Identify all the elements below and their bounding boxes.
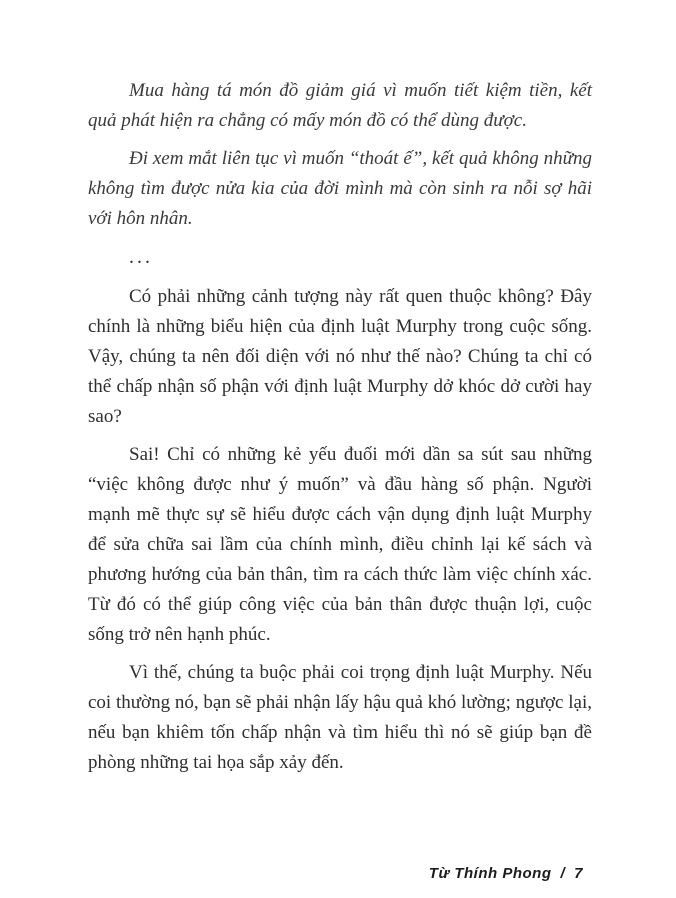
footer-separator: / bbox=[560, 865, 566, 882]
body-paragraph-2: Sai! Chỉ có những kẻ yếu đuối mới dần sa sút sau những “việc không được như ý muốn” và đầu hàng số phận. Người mạnh mẽ thực sự sẽ hiểu được cách vận dụng định luật Murphy để sửa chữa sai lầm của chính mình, điều chỉnh lại kế sách và phương hướng của bản thân, tìm ra cách thức làm việc chính xác. Từ đó có thể giúp công việc của bản thân được thuận lợi, cuộc sống trở nên hạnh phúc. bbox=[88, 444, 592, 645]
quote-paragraph-1: Mua hàng tá món đồ giảm giá vì muốn tiết kiệm tiền, kết quả phát hiện ra chẳng có mấy món đồ có thể dùng được. bbox=[88, 80, 592, 131]
ellipsis-line: ... bbox=[129, 246, 153, 268]
footer-page-number: 7 bbox=[574, 865, 583, 882]
page-footer bbox=[429, 865, 583, 882]
body-paragraph-3: Vì thế, chúng ta buộc phải coi trọng định luật Murphy. Nếu coi thường nó, bạn sẽ phải nhận lấy hậu quả khó lường; ngược lại, nếu bạn khiêm tốn chấp nhận và tìm hiểu thì nó sẽ giúp bạn đề phòng những tai họa sắp xảy đến. bbox=[88, 662, 592, 773]
footer-author: Từ Thính Phong bbox=[428, 865, 552, 882]
quote-paragraph-2: Đi xem mắt liên tục vì muốn “thoát ế”, kết quả không những không tìm được nửa kia của đời mình mà còn sinh ra nỗi sợ hãi với hôn nhân. bbox=[88, 148, 592, 229]
page-content bbox=[88, 76, 592, 786]
body-paragraph-1: Có phải những cảnh tượng này rất quen thuộc không? Đây chính là những biểu hiện của định luật Murphy trong cuộc sống. Vậy, chúng ta nên đối diện với nó như thế nào? Chúng ta chỉ có thể chấp nhận số phận với định luật Murphy dở khóc dở cười hay sao? bbox=[88, 286, 592, 427]
